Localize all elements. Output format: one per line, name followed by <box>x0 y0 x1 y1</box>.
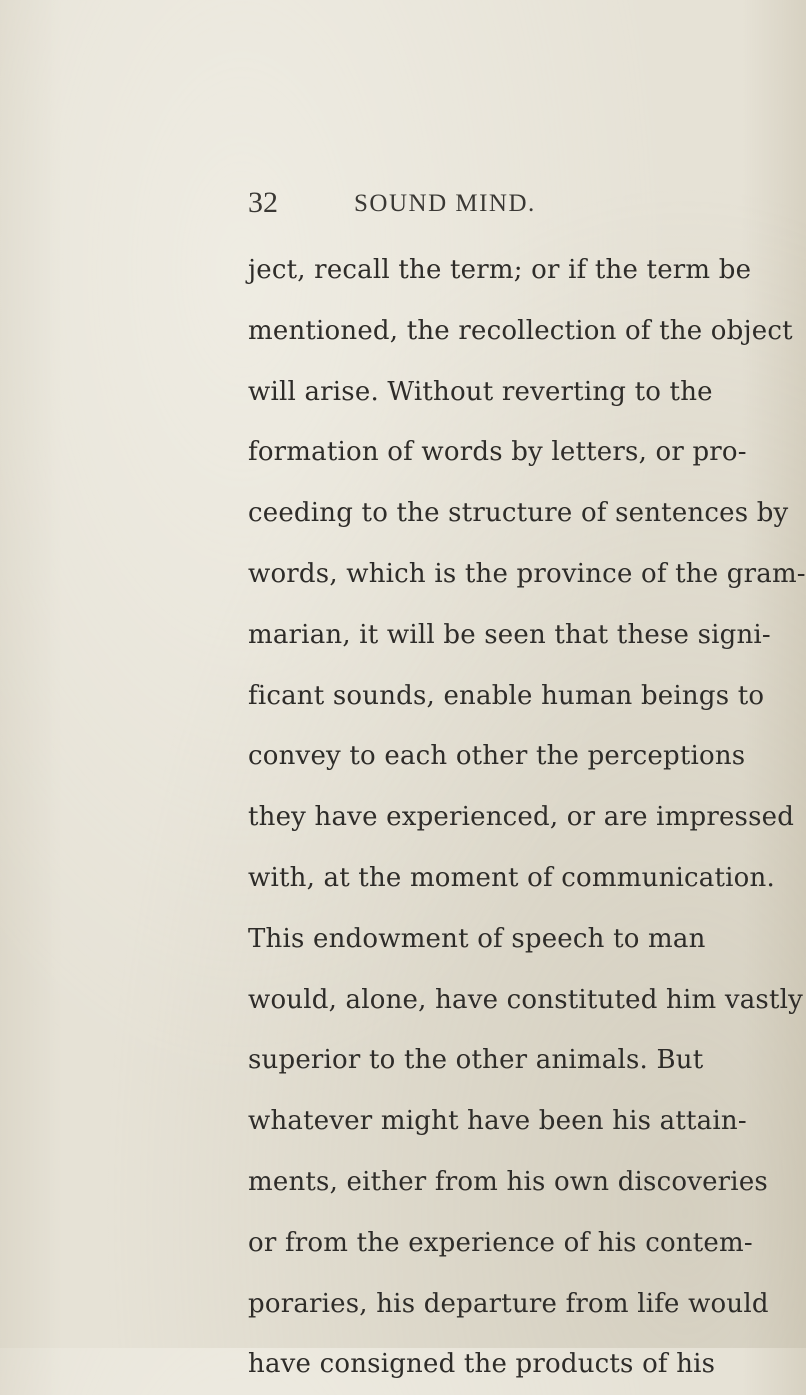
text-line: have consigned the products of his <box>248 1349 716 1380</box>
text-line: convey to each other the perceptions <box>248 741 746 772</box>
text-line: would, alone, have constituted him vastly <box>248 984 804 1015</box>
text-line: superior to the other animals. But <box>248 1045 704 1076</box>
text-line: ject, recall the term; or if the term be <box>248 255 752 285</box>
text-line: ficant sounds, enable human beings to <box>248 680 765 711</box>
text-line: formation of words by letters, or pro- <box>248 437 747 468</box>
text-line: or from the experience of his contem- <box>248 1227 753 1258</box>
text-line: mentioned, the recollection of the object <box>248 315 793 346</box>
body-text <box>248 240 806 1395</box>
text-line: will arise. Without reverting to the <box>248 376 713 407</box>
text-line: This endowment of speech to man <box>248 923 706 954</box>
page-header <box>248 186 700 226</box>
text-line: with, at the moment of communication. <box>248 862 775 893</box>
text-line: marian, it will be seen that these signi- <box>248 619 771 650</box>
text-line: ments, either from his own discoveries <box>248 1166 768 1197</box>
running-head: SOUND MIND. <box>354 190 536 217</box>
text-line: ceeding to the structure of sentences by <box>248 498 789 529</box>
page-number: 32 <box>248 186 278 219</box>
text-line: they have experienced, or are impressed <box>248 802 795 833</box>
text-line: poraries, his departure from life would <box>248 1288 769 1319</box>
text-line: whatever might have been his attain- <box>248 1106 747 1137</box>
text-line: words, which is the province of the gram- <box>248 558 806 589</box>
